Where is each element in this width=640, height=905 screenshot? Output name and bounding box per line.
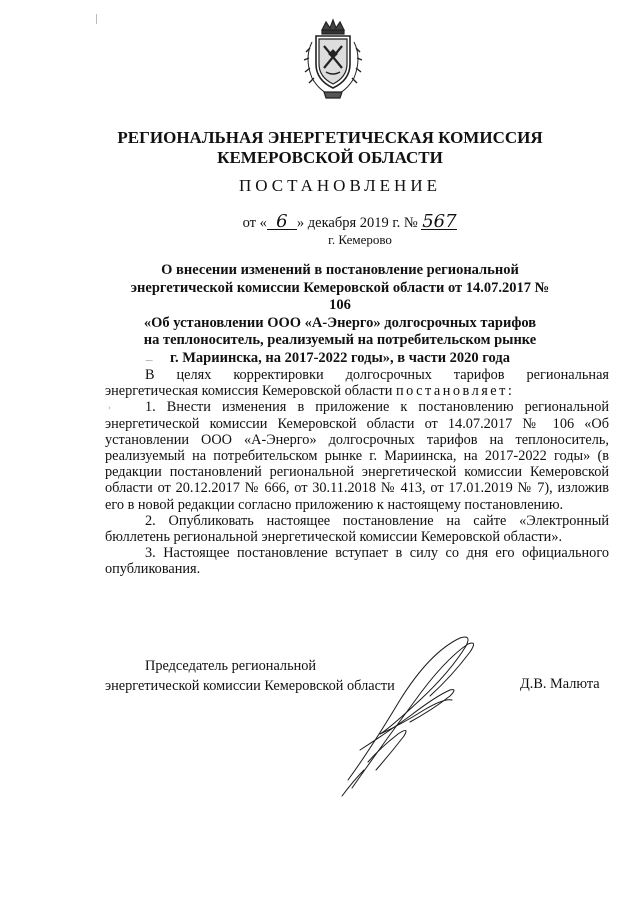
item-2-paragraph: 2. Опубликовать настоящее постановление на сайте «Электронный бюллетень региональной энергетической комиссии Кемеровской области». <box>105 512 609 546</box>
scan-mark: › <box>108 403 111 412</box>
subject-line-1: О внесении изменений в постановление региональной <box>161 262 519 278</box>
item-1-paragraph: 1. Внести изменения в приложение к постановлению региональной энергетической комиссии Кемеровской области от 14.07.2017 № 106 «Об установлении ООО «А-Энерго» долгосрочных тарифов на теплоноситель, реализуемый на потребительском рынке г. Мариинска, на 2017-2022 годы» (в редакции постановлений региональной энергетической комиссии Кемеровской области от 20.12.2017 № 666, от 30.11.2018 № 413, от 17.01.2019 № 7), изложив его в новой редакции согласно приложению к настоящему постановлению. <box>105 399 609 513</box>
date-prefix: от « <box>242 215 267 231</box>
organization-line-1: РЕГИОНАЛЬНАЯ ЭНЕРГЕТИЧЕСКАЯ КОМИССИЯ <box>117 128 543 147</box>
intro-text: В целях корректировки долгосрочных тарифов региональная энергетическая комиссия Кемеровской области <box>105 367 609 400</box>
intro-action: постановляет: <box>395 383 515 400</box>
position-line-1: Председатель региональной <box>145 658 317 674</box>
city: г. Кемерово <box>328 232 392 247</box>
organization-line-2: КЕМЕРОВСКОЙ ОБЛАСТИ <box>217 148 443 167</box>
coat-of-arms-emblem <box>302 18 364 100</box>
scan-mark: ⁓ <box>145 356 153 365</box>
document-number-handwritten: 567 <box>422 211 457 232</box>
position-line-2: энергетической комиссии Кемеровской области <box>105 678 395 694</box>
document-type: ПОСТАНОВЛЕНИЕ <box>238 176 441 195</box>
intro-paragraph <box>105 367 609 399</box>
subject-line-5: г. Мариинска, на 2017-2022 годы», в части 2020 года <box>170 349 510 366</box>
subject-line-3: «Об установлении ООО «А-Энерго» долгосрочных тарифов <box>143 314 537 331</box>
document-body <box>105 367 609 578</box>
subject-line-4: на теплоноситель, реализуемый на потребительском рынке <box>143 332 537 348</box>
handwritten-signature <box>340 630 500 800</box>
date-suffix: » декабря 2019 г. № <box>296 215 418 231</box>
document-subject <box>130 262 550 367</box>
date-day-handwritten: 6 <box>267 214 297 230</box>
subject-line-2: энергетической комиссии Кемеровской области от 14.07.2017 № 106 <box>130 279 550 313</box>
scan-mark <box>96 14 97 24</box>
organization-name <box>110 128 550 168</box>
date-line <box>200 211 500 232</box>
signatory-name: Д.В. Малюта <box>520 676 600 692</box>
item-3-paragraph: 3. Настоящее постановление вступает в силу со дня его официального опубликования. <box>105 545 609 578</box>
